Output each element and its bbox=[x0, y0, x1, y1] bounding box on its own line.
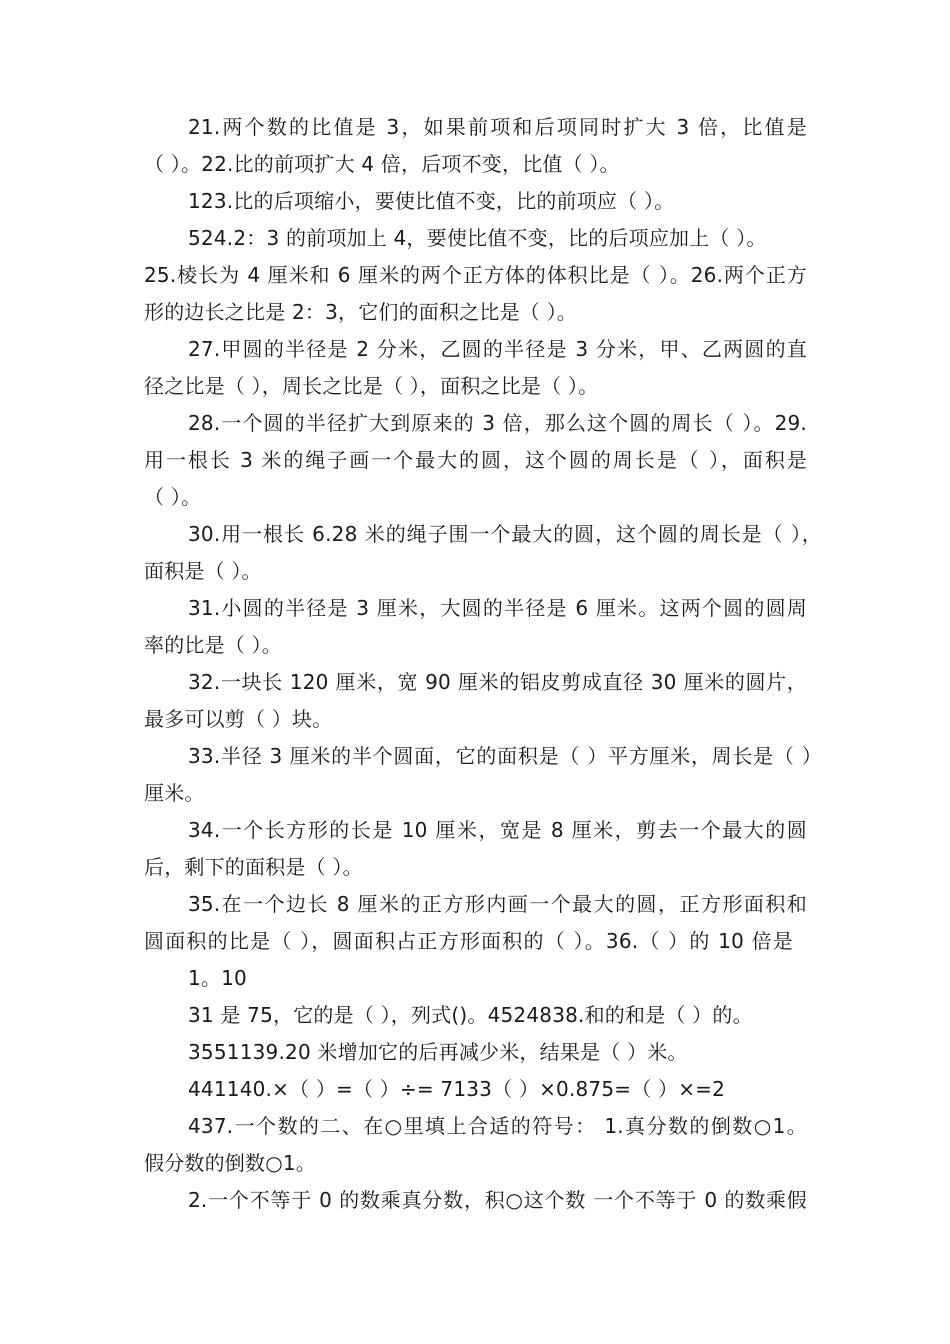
text-line: 34.一个长方形的长是 10 厘米，宽是 8 厘米，剪去一个最大的圆 bbox=[188, 818, 807, 842]
text-line: 面积是（ ）。 bbox=[144, 559, 262, 583]
text-line: （ ）。 bbox=[144, 485, 202, 509]
text-line: 后，剩下的面积是（ ）。 bbox=[144, 855, 363, 879]
text-line: 用一根长 3 米的绳子画一个最大的圆，这个圆的周长是（ ），面积是 bbox=[144, 448, 807, 472]
text-line: 33.半径 3 厘米的半个圆面，它的面积是（ ）平方厘米，周长是（ ） bbox=[188, 744, 822, 768]
text-line: 437.一个数的二、在○里填上合适的符号： 1.真分数的倒数○1。 bbox=[188, 1114, 807, 1138]
text-line: 28.一个圆的半径扩大到原来的 3 倍，那么这个圆的周长（ ）。29. bbox=[188, 411, 807, 435]
text-line: 31 是 75，它的是（ ），列式()。4524838.和的和是（ ）的。 bbox=[188, 1003, 753, 1027]
text-line: 圆面积的比是（ ），圆面积占正方形面积的（ ）。36.（ ）的 10 倍是 bbox=[144, 929, 793, 953]
text-line: 25.棱长为 4 厘米和 6 厘米的两个正方体的体积比是（ ）。26.两个正方 bbox=[144, 263, 807, 287]
text-line: 31.小圆的半径是 3 厘米，大圆的半径是 6 厘米。这两个圆的圆周 bbox=[188, 596, 807, 620]
text-line: 441140.×（ ）=（ ）÷= 7133（ ）×0.875=（ ）×=2 bbox=[188, 1077, 726, 1101]
text-line: 123.比的后项缩小，要使比值不变，比的前项应（ ）。 bbox=[188, 189, 675, 213]
text-line: 1。10 bbox=[188, 966, 247, 990]
text-line: 形的边长之比是 2：3，它们的面积之比是（ ）。 bbox=[144, 300, 577, 324]
text-line: 率的比是（ ）。 bbox=[144, 633, 282, 657]
text-line: 假分数的倒数○1。 bbox=[144, 1151, 316, 1175]
text-line: 32.一块长 120 厘米，宽 90 厘米的铝皮剪成直径 30 厘米的圆片， bbox=[188, 670, 807, 694]
text-line: 2.一个不等于 0 的数乘真分数，积○这个数 一个不等于 0 的数乘假 bbox=[188, 1188, 807, 1212]
text-line: 35.在一个边长 8 厘米的正方形内画一个最大的圆，正方形面积和 bbox=[188, 892, 807, 916]
text-line: 最多可以剪（ ）块。 bbox=[144, 707, 333, 731]
text-line: （ ）。22.比的前项扩大 4 倍，后项不变，比值（ ）。 bbox=[144, 152, 620, 176]
text-line: 30.用一根长 6.28 米的绳子围一个最大的圆，这个圆的周长是（ ）， bbox=[188, 522, 822, 546]
text-line: 524.2：3 的前项加上 4，要使比值不变，比的后项应加上（ ）。 bbox=[188, 226, 767, 250]
text-line: 厘米。 bbox=[144, 781, 205, 805]
text-line: 27.甲圆的半径是 2 分米，乙圆的半径是 3 分米，甲、乙两圆的直 bbox=[188, 337, 807, 361]
text-line: 径之比是（ ），周长之比是（ ），面积之比是（ ）。 bbox=[144, 374, 599, 398]
text-line: 21.两个数的比值是 3，如果前项和后项同时扩大 3 倍，比值是 bbox=[188, 115, 807, 139]
text-line: 3551139.20 米增加它的后再减少米，结果是（ ）米。 bbox=[188, 1040, 688, 1064]
